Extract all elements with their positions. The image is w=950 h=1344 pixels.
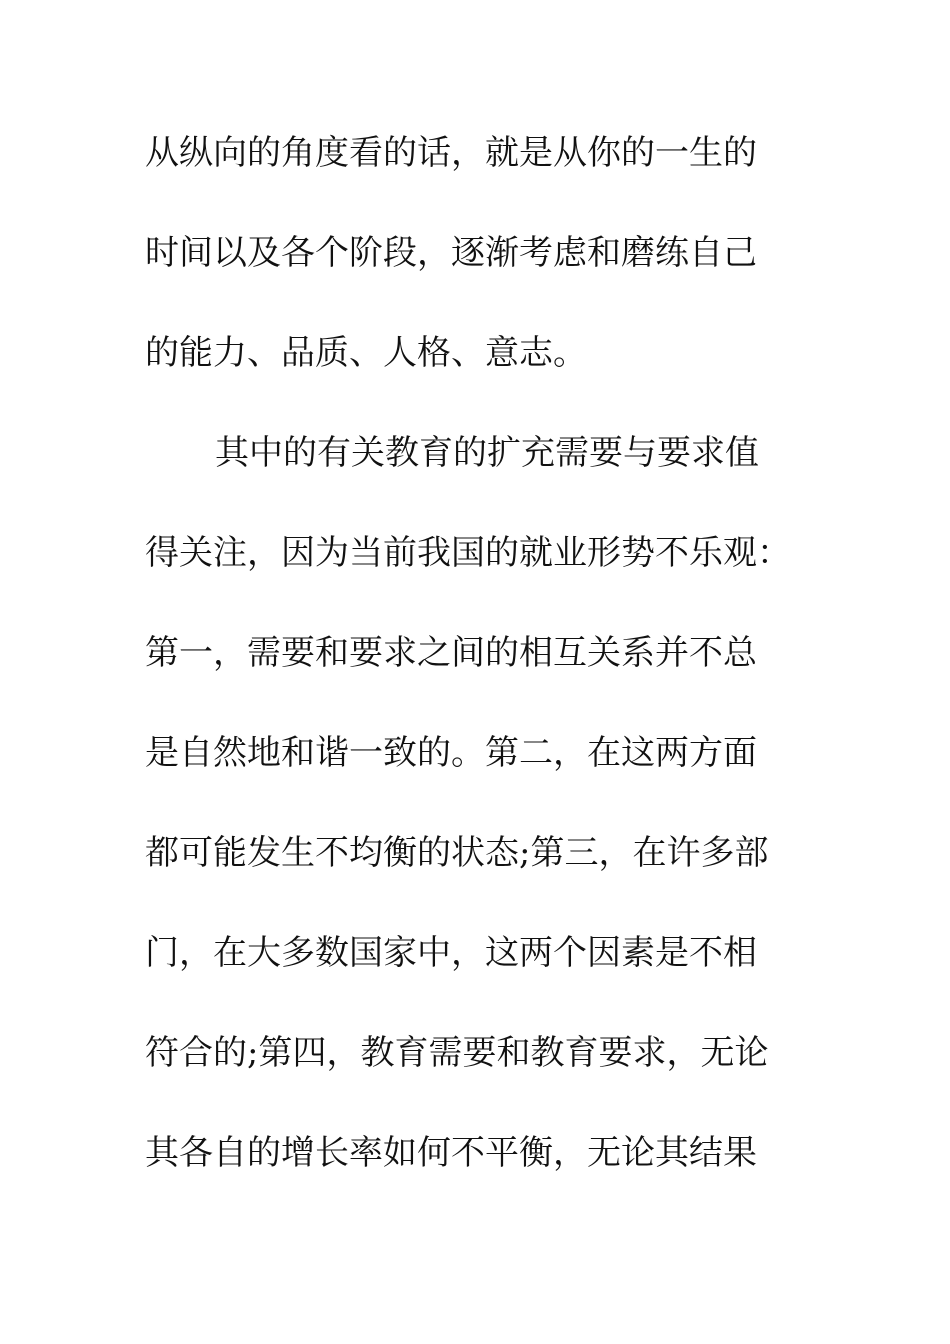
text-line: 是自然地和谐一致的。第二，在这两方面 bbox=[145, 733, 757, 773]
text-line: 第一，需要和要求之间的相互关系并不总 bbox=[145, 633, 757, 673]
text-line: 得关注，因为当前我国的就业形势不乐观： bbox=[145, 533, 791, 573]
text-line: 符合的;第四，教育需要和教育要求，无论 bbox=[145, 1033, 769, 1073]
text-line: 时间以及各个阶段，逐渐考虑和磨练自己 bbox=[145, 233, 757, 273]
body-text bbox=[145, 128, 805, 1228]
text-line: 其各自的增长率如何不平衡，无论其结果 bbox=[145, 1133, 757, 1173]
text-line: 都可能发生不均衡的状态;第三，在许多部 bbox=[145, 833, 769, 873]
text-line: 门，在大多数国家中，这两个因素是不相 bbox=[145, 933, 757, 973]
text-line: 从纵向的角度看的话，就是从你的一生的 bbox=[145, 133, 757, 173]
paragraph-start-line: 其中的有关教育的扩充需要与要求值 bbox=[215, 433, 759, 473]
text-line: 的能力、品质、人格、意志。 bbox=[145, 333, 587, 373]
